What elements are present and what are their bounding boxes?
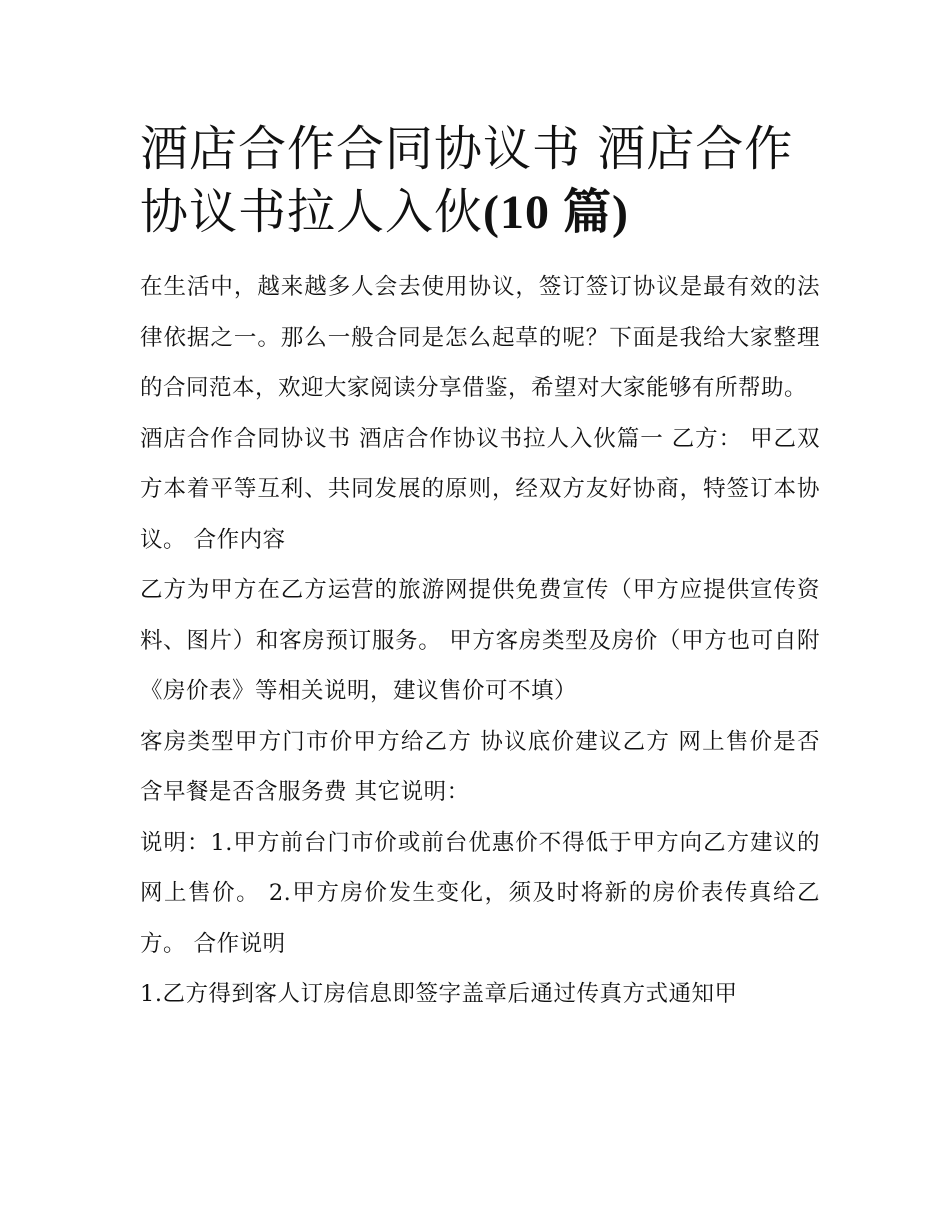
room-type-paragraph: 客房类型甲方门市价甲方给乙方 协议底价建议乙方 网上售价是否含早餐是否含服务费 其它说明：	[140, 728, 820, 805]
cooperation-terms-paragraph: 1.乙方得到客人订房信息即签字盖章后通过传真方式通知甲	[140, 981, 738, 1007]
chapter-one-paragraph: 酒店合作合同协议书 酒店合作协议书拉人入伙篇一 乙方： 甲乙双方本着平等互利、共同发展的原则，经双方友好协商，特签订本协议。 合作内容	[140, 425, 820, 553]
document-title: 酒店合作合同协议书 酒店合作协议书拉人入伙(10 篇)	[140, 121, 794, 240]
title-count: (10 篇)	[483, 186, 629, 239]
document-page	[140, 118, 820, 1020]
intro-paragraph: 在生活中，越来越多人会去使用协议，签订签订协议是最有效的法律依据之一。那么一般合同是怎么起草的呢？下面是我给大家整理的合同范本，欢迎大家阅读分享借鉴，希望对大家能够有所帮助。	[140, 274, 820, 401]
service-paragraph: 乙方为甲方在乙方运营的旅游网提供免费宣传（甲方应提供宣传资料、图片）和客房预订服务。 甲方客房类型及房价（甲方也可自附《房价表》等相关说明，建议售价可不填）	[140, 577, 820, 704]
price-notes-paragraph: 说明：1.甲方前台门市价或前台优惠价不得低于甲方向乙方建议的网上售价。 2.甲方房价发生变化，须及时将新的房价表传真给乙方。 合作说明	[140, 829, 820, 957]
